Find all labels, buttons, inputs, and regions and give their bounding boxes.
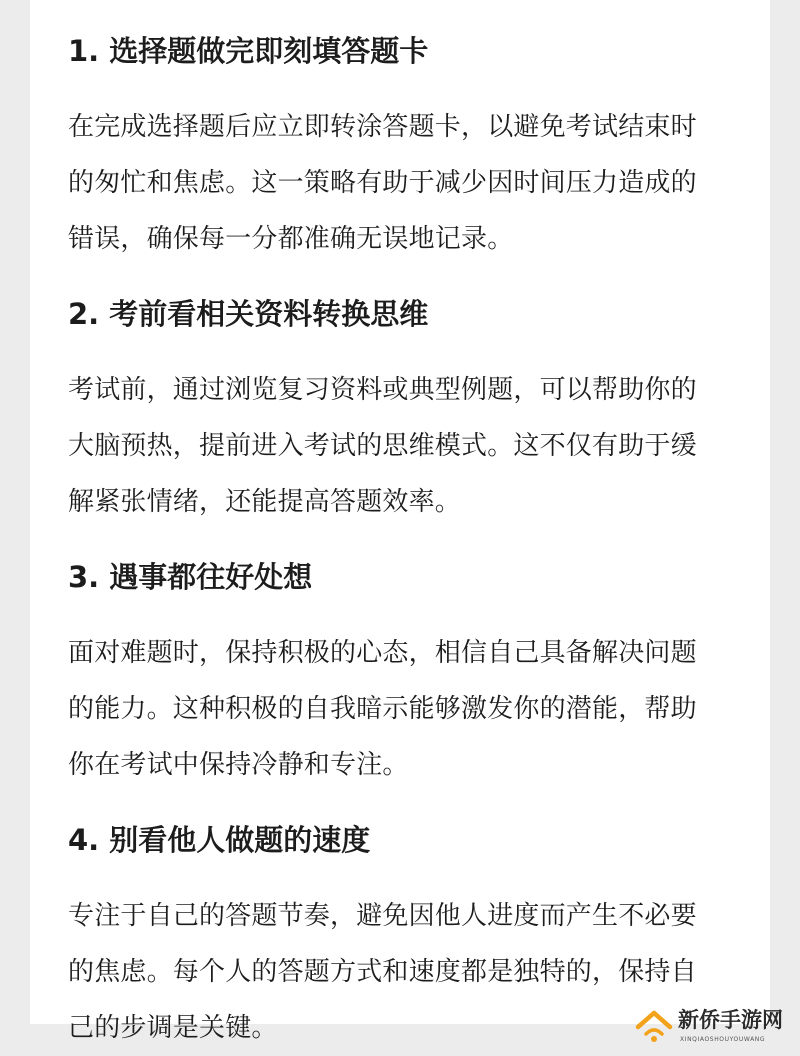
section-body [68,99,748,267]
article-content [68,26,748,1056]
body-line: 面对难题时，保持积极的心态，相信自己具备解决问题 [68,638,697,668]
body-line: 的焦虑。每个人的答题方式和速度都是独特的，保持自 [68,957,697,987]
body-line: 你在考试中保持冷静和专注。 [68,750,409,780]
section-body [68,625,748,793]
watermark-subtitle: XINQIAOSHOUYOUWANG [680,1036,766,1043]
watermark-title: 新侨手游网 [678,1008,783,1032]
section-3 [68,552,748,793]
body-line: 错误，确保每一分都准确无误地记录。 [68,224,514,254]
body-line: 考试前，通过浏览复习资料或典型例题，可以帮助你的 [68,375,697,405]
body-line: 解紧张情绪，还能提高答题效率。 [68,487,462,517]
section-heading: 3. 遇事都往好处想 [68,560,313,594]
body-line: 的能力。这种积极的自我暗示能够激发你的潜能，帮助 [68,694,697,724]
section-1 [68,26,748,267]
body-line: 的匆忙和焦虑。这一策略有助于减少因时间压力造成的 [68,168,697,198]
section-2 [68,289,748,530]
body-line: 大脑预热，提前进入考试的思维模式。这不仅有助于缓 [68,431,697,461]
body-line: 在完成选择题后应立即转涂答题卡，以避免考试结束时 [68,112,697,142]
section-heading: 4. 别看他人做题的速度 [68,823,371,857]
house-wifi-logo-icon [634,1006,674,1046]
section-body [68,362,748,530]
site-watermark [634,1006,796,1050]
section-heading: 2. 考前看相关资料转换思维 [68,297,429,331]
body-line: 专注于自己的答题节奏，避免因他人进度而产生不必要 [68,901,697,931]
section-heading: 1. 选择题做完即刻填答题卡 [68,34,429,68]
body-line: 己的步调是关键。 [68,1013,278,1043]
